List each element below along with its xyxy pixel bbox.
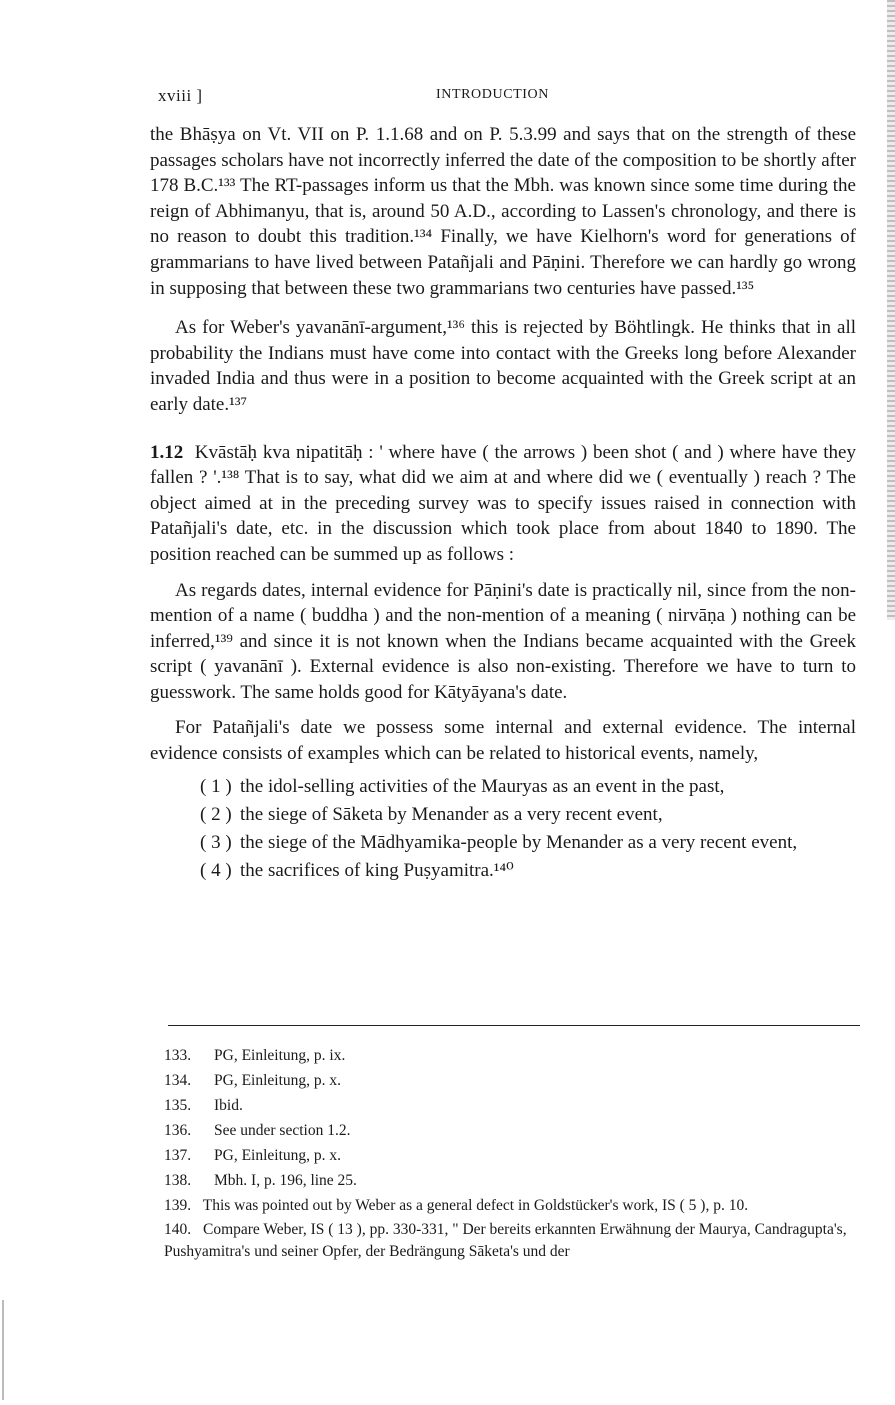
footnote: [164, 1093, 870, 1118]
list-item: [200, 773, 856, 801]
list-item-text: the idol-selling activities of the Mauryas as an event in the past,: [240, 775, 725, 797]
footnote-text: Mbh. I, p. 196, line 25.: [214, 1172, 357, 1189]
list-item: [200, 857, 856, 885]
footnote: [164, 1168, 870, 1193]
evidence-list: [200, 773, 856, 885]
footnote-text: See under section 1.2.: [214, 1122, 351, 1139]
footnote-number: 135.: [164, 1097, 192, 1114]
footnote-text: This was pointed out by Weber as a general defect in Goldstücker's work, IS ( 5 ), p. 10.: [202, 1197, 749, 1214]
page-number: xviii ]: [158, 86, 203, 105]
list-item-number: ( 1 ): [200, 775, 232, 797]
footnote-text: PG, Einleitung, p. x.: [214, 1072, 342, 1089]
footnote-number: 137.: [164, 1147, 192, 1164]
list-item: [200, 829, 856, 857]
footnote-text: Compare Weber, IS ( 13 ), pp. 330-331, " Der bereits erkannten Erwähnung der Maurya, Candragupta's, Pushyamitra's und seiner Opfer, der Bedrängung Sāketa's und der: [164, 1221, 847, 1260]
paragraph-2: As for Weber's yavanānī-argument,¹³⁶ this is rejected by Böhtlingk. He thinks that in all probability the Indians must have come into contact with the Greeks long before Alexander invaded India and thus were in a position to become acquainted with the Greek script at an early date.¹³⁷: [150, 317, 856, 415]
footnote-number: 133.: [164, 1047, 192, 1064]
page-edge-shadow: [887, 0, 895, 620]
list-item-number: ( 2 ): [200, 803, 232, 825]
running-header: [158, 86, 858, 110]
list-item-text: the siege of Sāketa by Menander as a very recent event,: [240, 803, 663, 825]
footnote: [164, 1143, 870, 1168]
footnote-text: PG, Einleitung, p. ix.: [214, 1047, 346, 1064]
list-item-text: the siege of the Mādhyamika-people by Menander as a very recent event,: [240, 831, 798, 853]
paragraph-5: For Patañjali's date we possess some internal and external evidence. The internal evidence consists of examples which can be related to historical events, namely,: [150, 717, 856, 765]
footnotes: [164, 1043, 870, 1263]
body-text: [150, 122, 856, 885]
footnote-number: 139.: [164, 1197, 192, 1214]
footnote: [164, 1068, 870, 1093]
footnote: [164, 1118, 870, 1143]
footnote: [164, 1219, 870, 1263]
scan-margin-mark: [2, 1300, 4, 1400]
list-item-text: the sacrifices of king Puṣyamitra.¹⁴⁰: [240, 859, 514, 881]
list-item-number: ( 4 ): [200, 859, 232, 881]
list-item-number: ( 3 ): [200, 831, 232, 853]
footnote-text: Ibid.: [214, 1097, 243, 1114]
running-title: INTRODUCTION: [436, 87, 549, 102]
paragraph-4: As regards dates, internal evidence for Pāṇini's date is practically nil, since from the non-mention of a name ( buddha ) and the non-mention of a meaning ( nirvāṇa ) nothing can be inferred,¹³⁹ and since it is not known when the Indians became acquainted with the Greek script ( yavanānī ). External evidence is also non-existing. Therefore we have to turn to guesswork. The same holds good for Kātyāyana's date.: [150, 579, 856, 703]
footnote-number: 136.: [164, 1122, 192, 1139]
footnote-rule: [168, 1025, 860, 1026]
footnote: [164, 1043, 870, 1068]
footnote-number: 138.: [164, 1172, 192, 1189]
paragraph-1: the Bhāṣya on Vt. VII on P. 1.1.68 and on P. 5.3.99 and says that on the strength of these passages scholars have not incorrectly inferred the date of the composition to be shortly after 178 B.C.¹³³ The RT-passages inform us that the Mbh. was known since some time during the reign of Abhimanyu, that is, around 50 A.D., according to Lassen's chronology, and there is no reason to doubt this tradition.¹³⁴ Finally, we have Kielhorn's word for generations of grammarians to have lived between Patañjali and Pāṇini. Therefore we can hardly go wrong in supposing that between these two grammarians two centuries have passed.¹³⁵: [150, 124, 856, 299]
footnote-text: PG, Einleitung, p. x.: [214, 1147, 342, 1164]
paragraph-3: Kvāstāḥ kva nipatitāḥ : ' where have ( the arrows ) been shot ( and ) where have they fallen ? '.¹³⁸ That is to say, what did we aim at and where did we ( eventually ) reach ? The object aimed at in the preceding survey was to specify issues raised in connection with Patañjali's date, etc. in the discussion which took place from about 1840 to 1890. The position reached can be summed up as follows :: [150, 441, 856, 565]
list-item: [200, 801, 856, 829]
footnote-number: 134.: [164, 1072, 192, 1089]
footnote: [164, 1195, 870, 1217]
section-number: 1.12: [150, 441, 184, 463]
section-paragraph: [150, 440, 856, 568]
footnote-number: 140.: [164, 1221, 192, 1238]
